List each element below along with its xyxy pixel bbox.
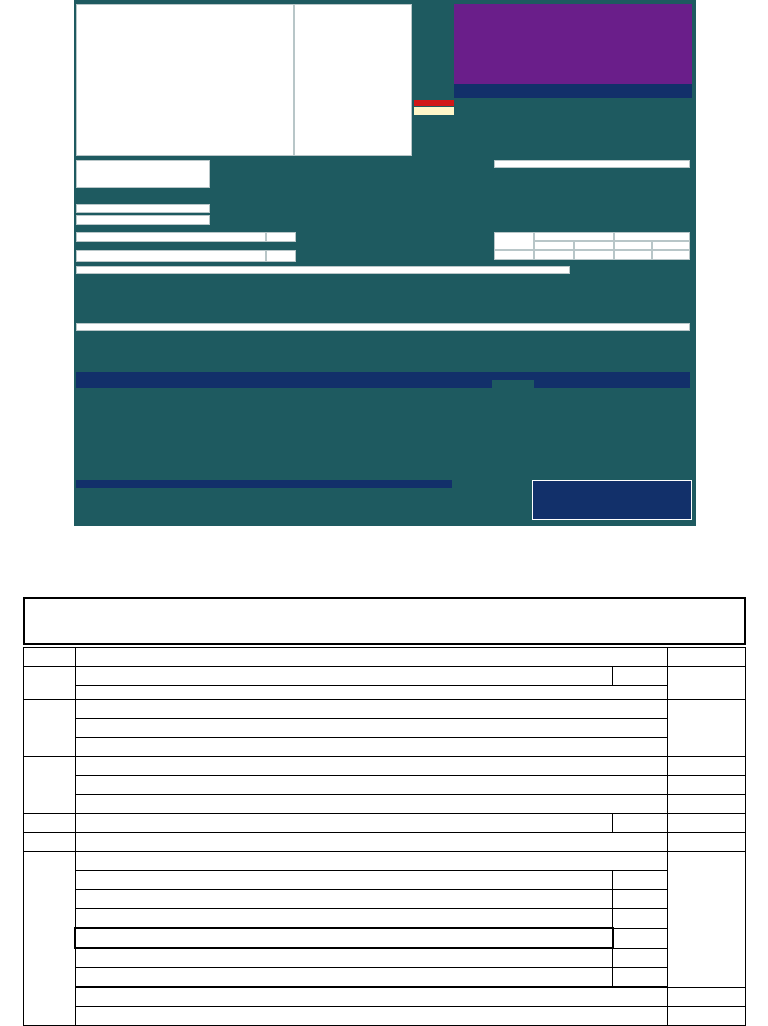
chapter-via-amount — [668, 852, 746, 988]
salary-after-relief-amount — [668, 833, 746, 852]
table-row — [24, 852, 746, 871]
sec80ccd2-amount — [668, 988, 746, 1007]
pongal-bonus — [494, 232, 534, 250]
table-row — [24, 719, 746, 738]
total-salary-value — [613, 667, 668, 686]
table-row — [24, 814, 746, 833]
interest-header — [534, 241, 574, 250]
table-row — [24, 667, 746, 686]
hra-b — [75, 738, 667, 757]
table-row — [24, 776, 746, 795]
principal-header — [574, 241, 614, 250]
other-income-label — [75, 686, 667, 700]
sec10-exemption — [76, 232, 266, 242]
header-box — [23, 597, 746, 645]
row2-sno — [24, 700, 76, 757]
pongal-text — [495, 233, 533, 236]
interest-value[interactable] — [534, 250, 574, 260]
your-tax-box — [532, 480, 692, 520]
housing-interest-amount — [668, 814, 746, 833]
col-sno — [24, 648, 76, 667]
sec80d-amount — [668, 1007, 746, 1026]
row6-sno — [24, 852, 76, 1026]
table-row — [24, 1007, 746, 1026]
red-marker — [414, 100, 454, 106]
deductions-title — [76, 323, 690, 331]
col-amount — [668, 648, 746, 667]
table-row — [24, 700, 746, 719]
standard-deduction-amount — [668, 776, 746, 795]
row1-sno — [24, 667, 76, 700]
col-details — [75, 648, 667, 667]
principal-value[interactable] — [574, 250, 614, 260]
table-row — [24, 795, 746, 814]
table-row — [24, 968, 746, 987]
form-value-block[interactable] — [294, 4, 412, 156]
housing-loan-header — [534, 232, 614, 241]
second-half-value[interactable] — [652, 250, 690, 260]
sec10-text — [77, 233, 265, 235]
table-row — [24, 890, 746, 909]
nsc-header — [534, 380, 690, 388]
table-row — [24, 948, 746, 968]
table-header-row — [24, 648, 746, 667]
total-salary-label — [75, 667, 612, 686]
hra-amount — [668, 700, 746, 757]
s89-value[interactable] — [266, 250, 296, 262]
hra-heading — [75, 700, 667, 719]
contact-bar — [454, 84, 692, 98]
sec80c-value — [613, 871, 668, 890]
tax-statement-table — [23, 647, 746, 1026]
second-half-header — [652, 241, 690, 250]
table-row — [24, 909, 746, 929]
pongal-value[interactable] — [494, 250, 534, 260]
conveyance-amount — [668, 795, 746, 814]
form-label-block — [76, 4, 294, 156]
particulars-header — [76, 380, 492, 388]
banner-body — [458, 9, 688, 57]
table-row — [24, 686, 746, 700]
sec80c-banner — [76, 372, 690, 380]
chapter-via-heading — [75, 852, 667, 871]
sec10-value[interactable] — [266, 232, 296, 242]
table-row — [24, 833, 746, 852]
info-banner — [454, 4, 692, 84]
total-80c-label — [75, 928, 612, 948]
table-row — [24, 928, 746, 948]
sec80ccd1-value — [613, 909, 668, 929]
s89-label — [76, 250, 266, 262]
table-row — [24, 871, 746, 890]
prof-tax-header — [614, 232, 690, 241]
pay-details-header — [76, 160, 210, 188]
first-half-value[interactable] — [614, 250, 652, 260]
s89-text — [77, 251, 265, 254]
row4-sno — [24, 814, 76, 833]
table-row — [24, 757, 746, 776]
row5-sno — [24, 833, 76, 852]
professional-tax-amount — [668, 757, 746, 776]
total-salary-amount — [668, 667, 746, 700]
it-deducted-label — [76, 215, 210, 225]
sl-500-cell[interactable] — [414, 107, 454, 115]
table-row — [24, 738, 746, 757]
gpf-label — [76, 204, 210, 213]
first-half-header — [614, 241, 652, 250]
tuition-header — [76, 480, 452, 488]
table-row — [24, 988, 746, 1007]
total-80c-value — [613, 928, 668, 948]
sec80ccf-value — [613, 968, 668, 987]
hra-a — [75, 719, 667, 738]
sec80ccc-value — [613, 890, 668, 909]
arrear-title — [76, 266, 570, 274]
housing-interest-value — [613, 814, 668, 833]
sec80ccd1b-value — [613, 948, 668, 968]
row3-sno — [24, 757, 76, 814]
office-deductions-header — [494, 160, 690, 168]
salary-after-relief-label — [75, 833, 667, 852]
